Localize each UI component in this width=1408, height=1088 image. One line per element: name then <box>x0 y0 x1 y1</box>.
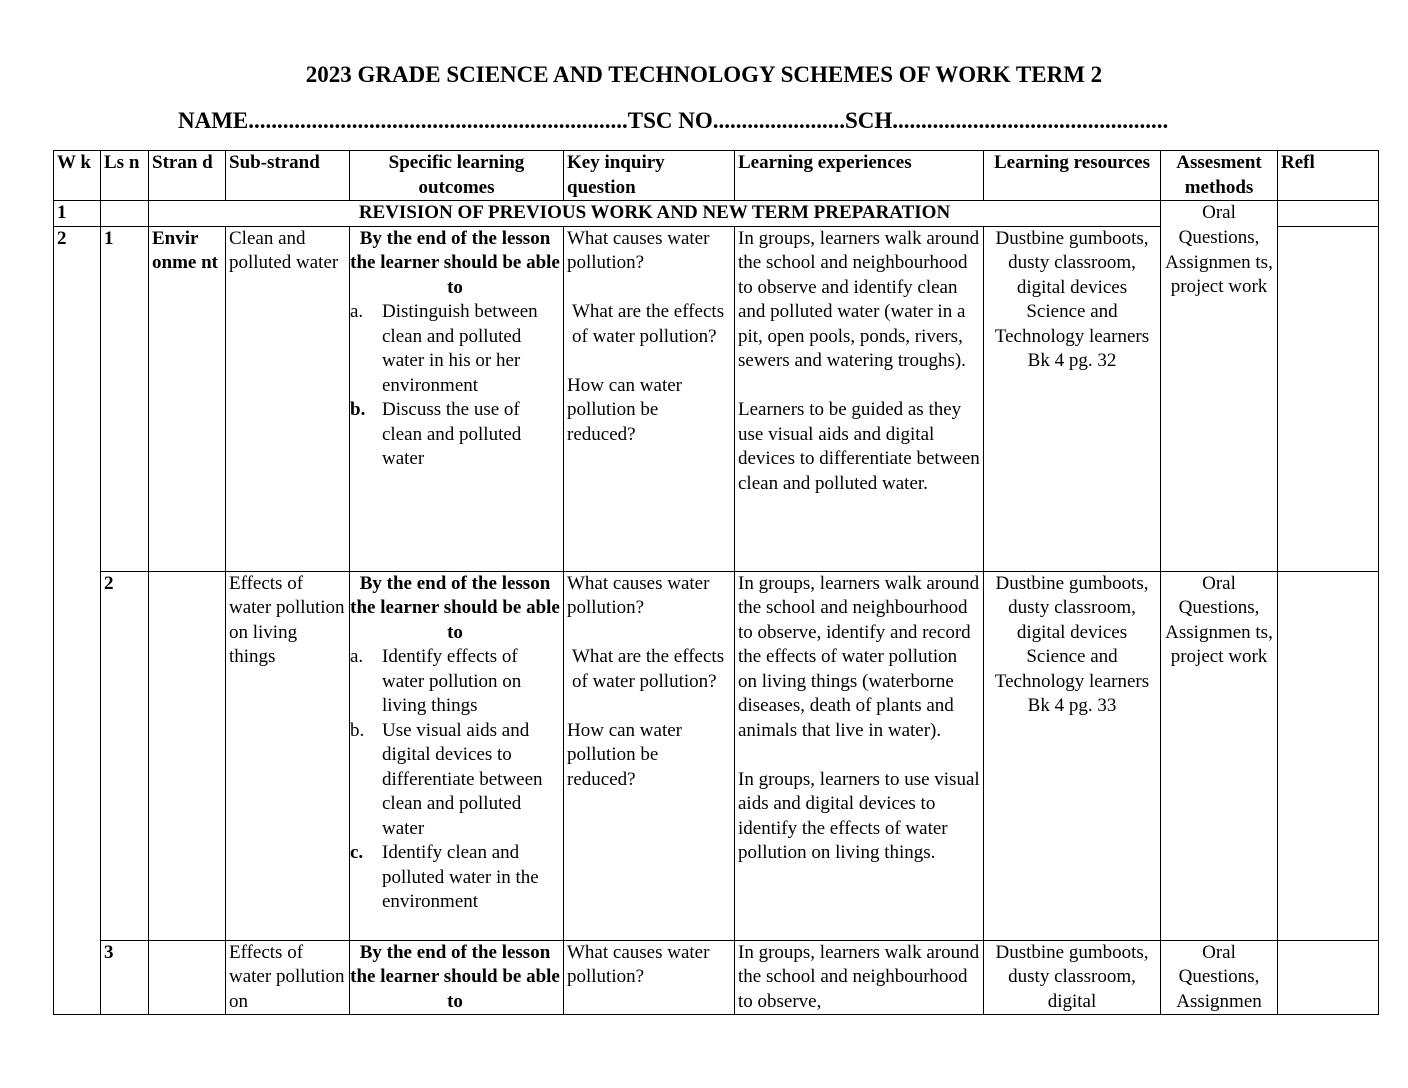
header-substrand: Sub-strand <box>226 151 350 201</box>
outcome-marker: b. <box>350 719 365 741</box>
header-reflection: Refl <box>1278 151 1379 201</box>
question: What causes water pollution? <box>567 227 710 273</box>
assessment-text: Oral Questions, Assignmen <box>1176 941 1262 1012</box>
table-row <box>54 226 1379 571</box>
outcome-text: Use visual aids and digital devices to differentiate between clean and polluted water <box>382 719 543 839</box>
outcome-marker: a. <box>350 301 364 322</box>
outcome-text: Identify clean and polluted water in the environment <box>382 842 539 912</box>
inquiry-cell <box>564 940 735 1014</box>
assessment-cell: Oral Questions, Assignmen ts, project work <box>1161 571 1278 940</box>
outcomes-cell <box>350 226 564 571</box>
experience-paragraph: Learners to be guided as they use visual aids and digital devices to differentiate between clean and polluted water. <box>738 399 980 494</box>
substrand-cell <box>226 940 350 1014</box>
header-resources: Learning resources <box>984 151 1161 201</box>
resources-cell: Dustbine gumboots, dusty classroom, digital devices Science and Technology learners Bk 4 pg. 33 <box>984 571 1161 940</box>
question: How can water pollution be reduced? <box>567 374 683 445</box>
outcome-text: Identify effects of water pollution on living things <box>382 646 522 716</box>
week-cell: 2 <box>54 226 101 1014</box>
revision-text: REVISION OF PREVIOUS WORK AND NEW TERM PREPARATION <box>149 201 1161 227</box>
strand-cell <box>149 571 226 940</box>
reflection-cell <box>1278 226 1379 571</box>
outcome-item <box>350 841 560 915</box>
reflection-cell <box>1278 571 1379 940</box>
header-assessment: Assesment methods <box>1161 151 1278 201</box>
outcome-item <box>350 300 560 398</box>
outcome-item <box>350 719 560 842</box>
lesson-cell <box>101 940 149 1014</box>
header-inquiry: Key inquiry question <box>564 151 735 201</box>
resources-cell: Dustbine gumboots, dusty classroom, digital devices Science and Technology learners Bk 4 pg. 32 <box>984 226 1161 571</box>
header-row <box>54 151 1379 201</box>
question: What causes water pollution? <box>567 572 710 618</box>
substrand-text: Effects of water pollution on <box>229 941 345 1012</box>
outcome-marker: a. <box>350 646 364 667</box>
inquiry-cell <box>564 571 735 940</box>
strand-cell: Envir onme nt <box>149 226 226 571</box>
experience-paragraph: In groups, learners to use visual aids and digital devices to identify the effects of water pollution on living things. <box>738 768 980 863</box>
question: What are the effects of water pollution? <box>572 646 725 692</box>
document-title: 2023 GRADE SCIENCE AND TECHNOLOGY SCHEMES OF WORK TERM 2 <box>305 62 1103 87</box>
experiences-cell <box>735 940 984 1014</box>
assessment-cell: Questions, Assignmen ts, project work <box>1161 226 1278 571</box>
assessment-cell <box>1161 940 1278 1014</box>
outcome-marker: b. <box>350 399 366 420</box>
scheme-table <box>53 150 1379 1015</box>
substrand-cell: Effects of water pollution on living things <box>226 571 350 940</box>
question: How can water pollution be reduced? <box>567 719 683 790</box>
experience-paragraph: In groups, learners walk around the school and neighbourhood to observe, <box>738 941 980 1012</box>
outcome-marker: c. <box>350 842 364 863</box>
substrand-cell: Clean and polluted water <box>226 226 350 571</box>
table-row <box>54 571 1379 940</box>
outcome-intro: By the end of the lesson the learner should be able to <box>350 572 560 643</box>
week-cell: 1 <box>54 201 101 227</box>
revision-row <box>54 201 1379 227</box>
name-line: NAME..................................................................TSC NO.......................SCH................................................ <box>178 108 1169 133</box>
header-lesson: Ls n <box>101 151 149 201</box>
experiences-cell <box>735 571 984 940</box>
reflection-cell <box>1278 201 1379 227</box>
outcomes-cell <box>350 571 564 940</box>
experiences-cell <box>735 226 984 571</box>
header-outcomes: Specific learning outcomes <box>350 151 564 201</box>
resources-text: Dustbine gumboots, dusty classroom, digital <box>995 941 1149 1012</box>
outcome-item <box>350 645 560 719</box>
outcome-intro: By the end of the lesson the learner should be able to <box>350 941 560 1012</box>
resources-cell <box>984 940 1161 1014</box>
header-week: W k <box>54 151 101 201</box>
header-strand: Stran d <box>149 151 226 201</box>
question: What are the effects of water pollution? <box>572 301 725 347</box>
reflection-cell <box>1278 940 1379 1014</box>
outcomes-cell <box>350 940 564 1014</box>
lesson-cell <box>101 201 149 227</box>
outcome-item <box>350 398 560 472</box>
table-row <box>54 940 1379 1014</box>
experience-paragraph: In groups, learners walk around the school and neighbourhood to observe, identify and record the effects of water pollution on living things (waterborne diseases, death of plants and animals that live in water). <box>738 572 980 741</box>
experience-paragraph: In groups, learners walk around the school and neighbourhood to observe and identify clean and polluted water (water in a pit, open pools, ponds, rivers, sewers and watering troughs). <box>738 227 980 371</box>
strand-cell <box>149 940 226 1014</box>
lesson-cell: 1 <box>101 226 149 571</box>
question: What causes water pollution? <box>567 941 710 987</box>
assessment-cell: Oral <box>1161 201 1278 227</box>
lesson-cell: 2 <box>101 571 149 940</box>
header-experiences: Learning experiences <box>735 151 984 201</box>
outcome-text: Discuss the use of clean and polluted water <box>382 399 522 469</box>
inquiry-cell <box>564 226 735 571</box>
outcome-intro: By the end of the lesson the learner should be able to <box>350 227 560 298</box>
lesson-number: 3 <box>104 941 114 963</box>
outcome-text: Distinguish between clean and polluted water in his or her environment <box>382 301 538 396</box>
